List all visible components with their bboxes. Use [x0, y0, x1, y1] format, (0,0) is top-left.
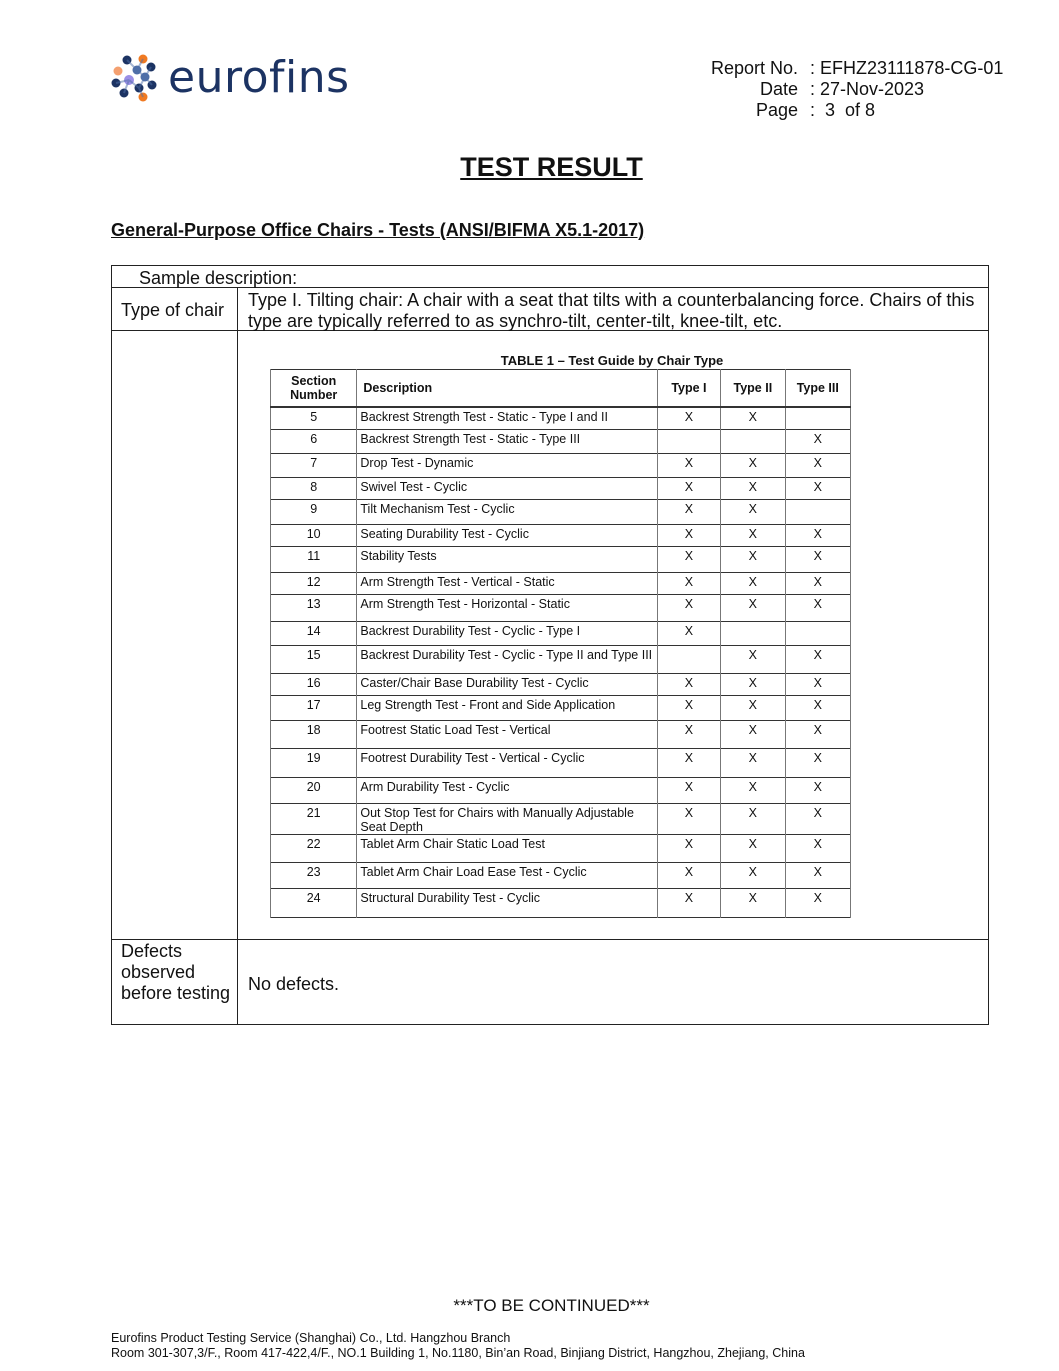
table-row — [271, 645, 851, 673]
page-value: : 3 of 8 — [810, 100, 876, 120]
type-iii-cell: X — [785, 594, 850, 621]
page-row — [700, 100, 1003, 121]
report-no-value: : EFHZ23111878-CG-01 — [810, 58, 1004, 78]
type-ii-cell: X — [721, 524, 785, 546]
section-number-cell: 12 — [271, 572, 357, 594]
table-row — [271, 572, 851, 594]
type-i-cell: X — [657, 524, 720, 546]
type-i-cell: X — [657, 477, 720, 499]
type-ii-cell: X — [721, 673, 785, 695]
section-number-cell: 16 — [271, 673, 357, 695]
section-number-cell: 13 — [271, 594, 357, 621]
section-number-cell: 10 — [271, 524, 357, 546]
report-no-row — [700, 58, 1003, 79]
description-cell: Backrest Durability Test - Cyclic - Type II and Type III — [357, 645, 657, 673]
description-cell: Arm Strength Test - Vertical - Static — [357, 572, 657, 594]
type-i-cell: X — [657, 621, 720, 645]
type-iii-cell: X — [785, 524, 850, 546]
section-number-cell: 18 — [271, 720, 357, 748]
type-ii-cell — [721, 621, 785, 645]
table-row — [271, 594, 851, 621]
type-i-cell: X — [657, 546, 720, 572]
type-iii-cell: X — [785, 453, 850, 477]
type-iii-cell: X — [785, 572, 850, 594]
type-ii-cell: X — [721, 834, 785, 862]
type-i-cell — [657, 645, 720, 673]
header-section-number: Section Number — [271, 370, 357, 408]
type-iii-cell: X — [785, 748, 850, 777]
section-number-cell: 8 — [271, 477, 357, 499]
divider — [237, 287, 238, 1024]
table-row — [271, 453, 851, 477]
description-cell: Backrest Strength Test - Static - Type III — [357, 429, 657, 453]
type-i-cell: X — [657, 499, 720, 524]
type-i-cell: X — [657, 720, 720, 748]
type-ii-cell: X — [721, 862, 785, 888]
table-row — [271, 888, 851, 917]
type-iii-cell: X — [785, 429, 850, 453]
description-cell: Drop Test - Dynamic — [357, 453, 657, 477]
type-i-cell: X — [657, 803, 720, 834]
eurofins-logo — [110, 52, 350, 104]
eurofins-dots-icon — [110, 53, 160, 103]
type-ii-cell — [721, 429, 785, 453]
type-i-cell: X — [657, 594, 720, 621]
description-cell: Stability Tests — [357, 546, 657, 572]
description-cell: Swivel Test - Cyclic — [357, 477, 657, 499]
type-iii-cell — [785, 621, 850, 645]
description-cell: Leg Strength Test - Front and Side Application — [357, 695, 657, 720]
header-type-ii: Type II — [721, 370, 785, 408]
section-number-cell: 19 — [271, 748, 357, 777]
description-cell: Caster/Chair Base Durability Test - Cyclic — [357, 673, 657, 695]
table-row — [271, 429, 851, 453]
type-iii-cell: X — [785, 695, 850, 720]
report-no-label: Report No. — [710, 58, 798, 78]
description-cell: Structural Durability Test - Cyclic — [357, 888, 657, 917]
type-iii-cell — [785, 407, 850, 429]
to-be-continued: ***TO BE CONTINUED*** — [453, 1296, 650, 1315]
section-number-cell: 6 — [271, 429, 357, 453]
description-cell: Tablet Arm Chair Static Load Test — [357, 834, 657, 862]
section-subtitle: General-Purpose Office Chairs - Tests (ANSI/BIFMA X5.1-2017) — [111, 220, 645, 240]
table-row — [271, 748, 851, 777]
report-info — [700, 58, 1003, 121]
footer-company: Eurofins Product Testing Service (Shanghai) Co., Ltd. Hangzhou Branch — [111, 1331, 511, 1345]
description-cell: Footrest Durability Test - Vertical - Cyclic — [357, 748, 657, 777]
section-number-cell: 17 — [271, 695, 357, 720]
header-description: Description — [357, 370, 657, 408]
section-number-cell: 23 — [271, 862, 357, 888]
date-row — [700, 79, 1003, 100]
type-iii-cell: X — [785, 777, 850, 803]
description-cell: Backrest Strength Test - Static - Type I and II — [357, 407, 657, 429]
section-number-cell: 24 — [271, 888, 357, 917]
table-row — [271, 862, 851, 888]
sample-info-table — [111, 265, 989, 1025]
table-row — [271, 524, 851, 546]
type-ii-cell: X — [721, 499, 785, 524]
description-cell: Out Stop Test for Chairs with Manually Adjustable Seat Depth — [357, 803, 657, 834]
type-iii-cell: X — [785, 803, 850, 834]
type-iii-cell: X — [785, 477, 850, 499]
type-ii-cell: X — [721, 695, 785, 720]
description-cell: Arm Strength Test - Horizontal - Static — [357, 594, 657, 621]
type-ii-cell: X — [721, 777, 785, 803]
description-cell: Tilt Mechanism Test - Cyclic — [357, 499, 657, 524]
table-row — [271, 834, 851, 862]
type-ii-cell: X — [721, 803, 785, 834]
type-ii-cell: X — [721, 720, 785, 748]
type-ii-cell: X — [721, 407, 785, 429]
sample-description-label: Sample description: — [139, 268, 298, 288]
table-row — [271, 673, 851, 695]
description-cell: Footrest Static Load Test - Vertical — [357, 720, 657, 748]
table-row — [271, 803, 851, 834]
table-header-row — [271, 370, 851, 408]
type-i-cell: X — [657, 695, 720, 720]
type-ii-cell: X — [721, 453, 785, 477]
type-ii-cell: X — [721, 594, 785, 621]
type-ii-cell: X — [721, 572, 785, 594]
page-title: TEST RESULT — [460, 152, 643, 182]
type-ii-cell: X — [721, 477, 785, 499]
section-number-cell: 14 — [271, 621, 357, 645]
section-number-cell: 20 — [271, 777, 357, 803]
type-iii-cell: X — [785, 673, 850, 695]
header-type-i: Type I — [657, 370, 720, 408]
type-iii-cell: X — [785, 862, 850, 888]
table-row — [271, 477, 851, 499]
header-type-iii: Type III — [785, 370, 850, 408]
type-iii-cell — [785, 499, 850, 524]
table-row — [271, 720, 851, 748]
defects-value: No defects. — [248, 974, 340, 994]
table-row — [271, 546, 851, 572]
footer-address: Room 301-307,3/F., Room 417-422,4/F., NO.1 Building 1, No.1180, Bin’an Road, Binjiang District, Hangzhou, Zhejiang, China — [111, 1346, 805, 1360]
section-number-cell: 21 — [271, 803, 357, 834]
type-i-cell: X — [657, 572, 720, 594]
section-number-cell: 11 — [271, 546, 357, 572]
date-value: : 27-Nov-2023 — [810, 79, 925, 99]
description-cell: Tablet Arm Chair Load Ease Test - Cyclic — [357, 862, 657, 888]
table-row — [271, 499, 851, 524]
table-row — [271, 621, 851, 645]
type-i-cell: X — [657, 862, 720, 888]
description-cell: Seating Durability Test - Cyclic — [357, 524, 657, 546]
type-i-cell: X — [657, 453, 720, 477]
section-number-cell: 5 — [271, 407, 357, 429]
type-ii-cell: X — [721, 546, 785, 572]
type-iii-cell: X — [785, 720, 850, 748]
type-iii-cell: X — [785, 546, 850, 572]
description-cell: Arm Durability Test - Cyclic — [357, 777, 657, 803]
type-i-cell: X — [657, 888, 720, 917]
type-of-chair-label: Type of chair — [121, 300, 225, 320]
table-row — [271, 777, 851, 803]
type-of-chair-value: Type I. Tilting chair: A chair with a seat that tilts with a counterbalancing force. Chairs of this type are typically referred to as synchro-tilt, center-tilt, knee-tilt, etc. — [248, 290, 975, 331]
description-cell: Backrest Durability Test - Cyclic - Type I — [357, 621, 657, 645]
type-i-cell: X — [657, 834, 720, 862]
type-ii-cell: X — [721, 748, 785, 777]
type-i-cell: X — [657, 748, 720, 777]
type-i-cell: X — [657, 777, 720, 803]
section-number-cell: 15 — [271, 645, 357, 673]
section-number-cell: 22 — [271, 834, 357, 862]
type-ii-cell: X — [721, 888, 785, 917]
type-ii-cell: X — [721, 645, 785, 673]
table-row — [271, 695, 851, 720]
test-guide-table — [270, 369, 851, 918]
section-number-cell: 9 — [271, 499, 357, 524]
table-row — [271, 407, 851, 429]
table-caption: TABLE 1 – Test Guide by Chair Type — [500, 353, 724, 368]
type-iii-cell: X — [785, 645, 850, 673]
type-i-cell — [657, 429, 720, 453]
type-iii-cell: X — [785, 834, 850, 862]
date-label: Date — [759, 79, 798, 99]
type-iii-cell: X — [785, 888, 850, 917]
type-i-cell: X — [657, 407, 720, 429]
footer — [111, 1331, 805, 1361]
logo-text: eurofins — [168, 52, 350, 103]
page-label: Page — [755, 100, 798, 120]
divider — [112, 939, 988, 940]
type-i-cell: X — [657, 673, 720, 695]
defects-label: Defects observed before testing — [121, 941, 231, 1003]
section-number-cell: 7 — [271, 453, 357, 477]
